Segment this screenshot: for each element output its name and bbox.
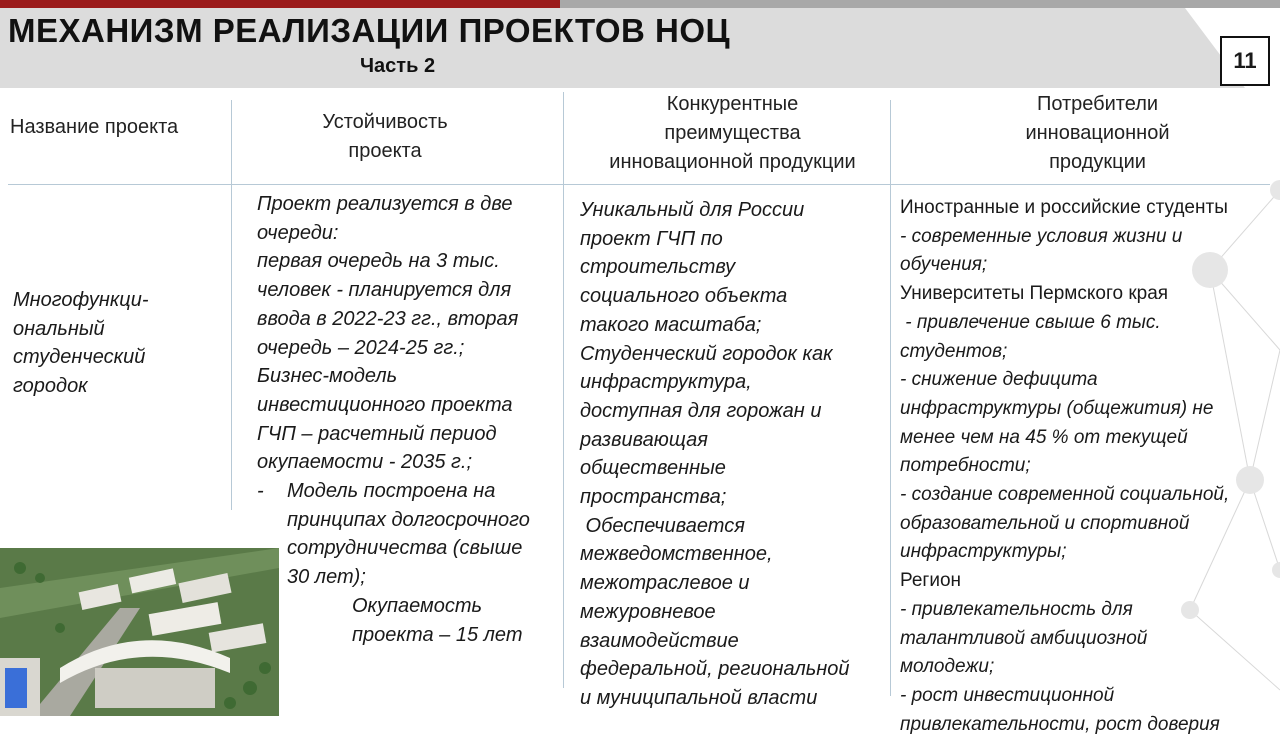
- text-line: очереди:: [257, 221, 339, 244]
- text-line: строительству: [580, 256, 736, 279]
- text-line: ГЧП – расчетный период: [257, 422, 497, 445]
- text-line: инфраструктуры (общежития) не: [900, 397, 1214, 419]
- bullet-dash: -: [257, 480, 264, 503]
- column-divider: [563, 92, 564, 688]
- cell-advantages: [580, 196, 885, 713]
- text-line: Университеты Пермского края: [900, 283, 1169, 305]
- text-line: Обеспечивается: [580, 514, 745, 537]
- header-line: Название проекта: [10, 116, 179, 138]
- text-line: 30 лет);: [287, 566, 366, 589]
- page-number-box: [1220, 36, 1270, 86]
- slide-subtitle: Часть 2: [360, 55, 436, 77]
- top-accent-bar-red: [0, 0, 560, 8]
- text-line: окупаемости - 2035 г.;: [257, 451, 473, 474]
- top-accent-bar-gray: [560, 0, 1280, 8]
- text-line: взаимодействие: [580, 629, 739, 652]
- text-line: проект ГЧП по: [580, 227, 723, 250]
- text-line: развивающая: [580, 428, 708, 451]
- page-number: 11: [1233, 48, 1257, 73]
- column-header-consumers: [935, 90, 1260, 177]
- text-line: инфраструктуры;: [900, 541, 1067, 563]
- campus-render-graphic: [0, 548, 279, 716]
- text-line: ввода в 2022-23 гг., вторая: [257, 307, 519, 330]
- text-line: Студенческий городок как: [580, 342, 833, 365]
- text-line: студенческий: [13, 346, 146, 369]
- text-line: - привлекательность для: [900, 598, 1133, 620]
- header-divider: [8, 184, 1270, 185]
- text-line: общественные: [580, 457, 726, 480]
- text-line: молодежи;: [900, 656, 995, 678]
- header-line: продукции: [1049, 151, 1146, 173]
- text-line: - создание современной социальной,: [900, 484, 1230, 506]
- text-line: Бизнес-модель: [257, 365, 398, 388]
- cell-sustainability: [257, 190, 557, 649]
- header-line: Конкурентные: [666, 93, 799, 115]
- text-line: - снижение дефицита: [900, 369, 1098, 391]
- text-line: межведомственное,: [580, 543, 773, 566]
- text-line: доступная для горожан и: [580, 399, 822, 422]
- column-header-advantages: [575, 90, 890, 177]
- text-line: студентов;: [900, 340, 1008, 362]
- text-line: принципах долгосрочного: [287, 508, 530, 531]
- text-line: образовательной и спортивной: [900, 512, 1190, 534]
- text-line: очередь – 2024-25 гг.;: [257, 336, 465, 359]
- text-line: инвестиционного проекта: [257, 393, 513, 416]
- text-line: Регион: [900, 570, 962, 592]
- text-line: Модель построена на: [287, 480, 496, 503]
- text-line: Многофункци-: [13, 289, 149, 311]
- text-line: и муниципальной власти: [580, 686, 818, 709]
- column-header-name: [10, 113, 178, 142]
- text-line: человек - планируется для: [257, 279, 512, 302]
- header-line: преимущества: [664, 122, 801, 144]
- text-line: проекта – 15 лет: [352, 623, 523, 646]
- text-line: обучения;: [900, 254, 988, 276]
- text-line: - рост инвестиционной: [900, 684, 1115, 706]
- column-header-sustainability: [265, 108, 505, 166]
- text-line: менее чем на 45 % от текущей: [900, 426, 1188, 448]
- header-line: инновационной продукции: [609, 151, 856, 173]
- cell-consumers: [900, 194, 1270, 739]
- header-line: инновационной: [1025, 122, 1170, 144]
- text-line: привлекательности, рост доверия: [900, 713, 1220, 735]
- text-line: Проект реализуется в две: [257, 193, 513, 215]
- text-line: городок: [13, 375, 88, 398]
- text-line: межотраслевое и: [580, 572, 750, 595]
- column-divider: [890, 100, 891, 696]
- text-line: потребности;: [900, 455, 1031, 477]
- text-line: инфраструктура,: [580, 371, 752, 394]
- text-line: - современные условия жизни и: [900, 225, 1183, 247]
- text-line: ональный: [13, 317, 105, 340]
- text-line: Иностранные и российские студенты: [900, 197, 1228, 218]
- slide-title: МЕХАНИЗМ РЕАЛИЗАЦИИ ПРОЕКТОВ НОЦ: [8, 12, 731, 49]
- header-line: проекта: [348, 140, 422, 162]
- text-line: первая очередь на 3 тыс.: [257, 250, 500, 273]
- header-line: Устойчивость: [322, 111, 448, 133]
- text-line: - привлечение свыше 6 тыс.: [900, 311, 1161, 333]
- text-line: социального объекта: [580, 285, 788, 308]
- text-line: федеральной, региональной: [580, 658, 850, 681]
- text-line: пространства;: [580, 486, 727, 509]
- text-line: межуровневое: [580, 600, 716, 623]
- header-line: Потребители: [1036, 93, 1159, 115]
- cell-project-name: [13, 286, 223, 401]
- campus-render-image: [0, 548, 279, 716]
- column-divider: [231, 100, 232, 510]
- bullet-line: [257, 477, 557, 506]
- text-line: сотрудничества (свыше: [287, 537, 523, 560]
- text-line: Окупаемость: [352, 594, 483, 617]
- text-line: Уникальный для России: [580, 199, 805, 221]
- text-line: такого масштаба;: [580, 313, 762, 336]
- text-line: талантливой амбициозной: [900, 627, 1148, 649]
